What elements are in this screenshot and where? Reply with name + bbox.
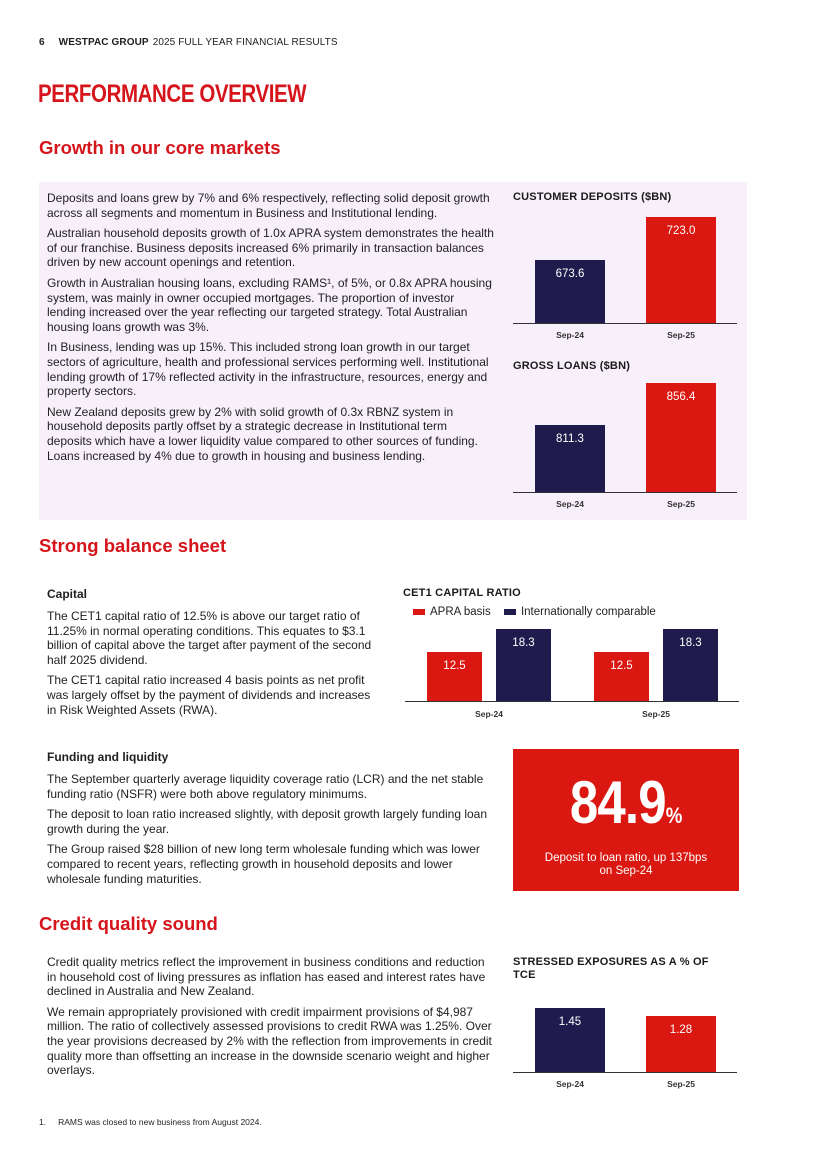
cet1-legend <box>413 606 656 618</box>
bar-value-label: 18.3 <box>512 636 535 649</box>
funding-paragraph: The September quarterly average liquidity coverage ratio (LCR) and the net stable funding ratio (NSFR) were both above regulatory minimums. <box>47 772 484 801</box>
bar-Sep-25 <box>646 1016 716 1072</box>
capital-title: Capital <box>47 587 88 601</box>
x-tick-label: Sep-24 <box>556 499 584 509</box>
callout-description: Deposit to loan ratio, up 137bps on Sep-24 <box>544 852 708 877</box>
footnote-text: RAMS was closed to new business from August 2024. <box>58 1117 262 1127</box>
x-axis <box>513 323 737 324</box>
company-name: WESTPAC GROUP <box>58 37 149 48</box>
bar-Sep-24 <box>535 425 605 492</box>
x-tick-label: Sep-24 <box>475 709 503 719</box>
bar-value-label: 1.28 <box>669 1023 693 1036</box>
credit-paragraph: Credit quality metrics reflect the improvement in business conditions and reduction in household cost of living pressures as inflation has eased and interest rates have declined in Australia and New Zealand. <box>47 955 486 999</box>
funding-paragraph: The Group raised $28 billion of new long term wholesale funding which was lower compared to recent years, reflecting growth in household deposits and lower wholesale funding maturities. <box>47 842 480 886</box>
legend-apra: APRA basis <box>413 606 491 618</box>
bar-apra-Sep-24 <box>427 652 482 701</box>
x-tick-label: Sep-24 <box>556 330 584 340</box>
growth-paragraph: Growth in Australian housing loans, excluding RAMS¹, of 5%, or 0.8x APRA housing system, was mainly in owner occupied mortgages. The proportion of investor lending increased over the year reflecting our targeted strategy. Total Australian housing loans growth was 3%. <box>47 275 492 334</box>
growth-text <box>47 191 495 469</box>
bar-Sep-25 <box>646 217 716 323</box>
footnote-number: 1. <box>39 1117 47 1127</box>
cet1-chart-title: CET1 CAPITAL RATIO <box>403 587 521 599</box>
bar-value-label: 18.3 <box>679 636 702 649</box>
bar-Sep-25 <box>646 383 716 492</box>
funding-title: Funding and liquidity <box>47 750 169 764</box>
funding-paragraph: The deposit to loan ratio increased slightly, with deposit growth largely funding loan growth during the year. <box>47 807 488 836</box>
growth-heading: Growth in our core markets <box>39 137 281 158</box>
legend-swatch-navy <box>504 609 516 615</box>
bar-value-label: 12.5 <box>443 659 466 672</box>
page-number: 6 <box>39 37 45 48</box>
x-tick-label: Sep-25 <box>667 330 695 340</box>
bar-Sep-24 <box>535 260 605 323</box>
x-tick-label: Sep-25 <box>667 499 695 509</box>
capital-paragraph: The CET1 capital ratio of 12.5% is above our target ratio of 11.25% in normal operating conditions. This equates to $3.1 billion of capital above the target after payment of the second half 2025 dividend. <box>47 609 372 667</box>
loans-chart <box>513 374 737 514</box>
x-tick-label: Sep-25 <box>667 1079 695 1089</box>
x-tick-label: Sep-25 <box>642 709 670 719</box>
stressed-chart <box>513 1000 737 1095</box>
credit-text <box>47 955 492 1084</box>
cet1-chart <box>405 622 739 722</box>
deposit-loan-callout <box>513 749 739 891</box>
capital-paragraph: The CET1 capital ratio increased 4 basis points as net profit was largely offset by the payment of dividends and increases in Risk Weighted Assets (RWA). <box>47 673 371 717</box>
x-axis <box>513 492 737 493</box>
bar-value-label: 1.45 <box>558 1016 582 1029</box>
bar-value-label: 811.3 <box>556 433 584 446</box>
bar-international-Sep-24 <box>496 629 551 701</box>
page-header <box>39 37 338 48</box>
footnote <box>39 1117 262 1127</box>
credit-paragraph: We remain appropriately provisioned with credit impairment provisions of $4,987 million. The ratio of collectively assessed provisions to credit RWA was 1.25%. Over the year provisions decreased by 2% with the reflection from improvements in credit quality more than offsetting an increase in the downside scenario weight and higher overlays. <box>47 1004 492 1078</box>
x-axis <box>513 1072 737 1073</box>
callout-value: 84.9% <box>570 769 682 836</box>
page-title: PERFORMANCE OVERVIEW <box>38 80 307 108</box>
growth-paragraph: New Zealand deposits grew by 2% with solid growth of 0.3x RBNZ system in household deposits partly offset by a strategic decrease in Institutional term deposits which have a lower liquidity value compared to other sources of funding. Loans increased by 4% due to growth in housing and business lending. <box>47 404 478 463</box>
report-name: 2025 FULL YEAR FINANCIAL RESULTS <box>152 37 338 48</box>
funding-text <box>47 750 497 892</box>
bar-value-label: 723.0 <box>666 225 696 238</box>
capital-text <box>47 587 377 723</box>
legend-swatch-red <box>413 609 425 615</box>
x-axis <box>405 701 739 702</box>
x-tick-label: Sep-24 <box>556 1079 584 1089</box>
loans-chart-title: GROSS LOANS ($BN) <box>513 360 631 372</box>
growth-paragraph: In Business, lending was up 15%. This included strong loan growth in our target sectors of agriculture, health and professional services performing well. Institutional lending growth of 17% reflected activity in the infrastructure, resources, energy and property sectors. <box>47 340 489 399</box>
bar-apra-Sep-25 <box>594 652 649 701</box>
deposits-chart <box>513 205 737 345</box>
growth-paragraph: Australian household deposits growth of 1.0x APRA system demonstrates the health of our franchise. Business deposits increased 6% primarily in transaction balances driven by new account openings and retention. <box>47 226 494 270</box>
bar-international-Sep-25 <box>663 629 718 701</box>
growth-paragraph: Deposits and loans grew by 7% and 6% respectively, reflecting solid deposit growth across all segments and momentum in Business and Institutional lending. <box>47 191 490 220</box>
stressed-chart-title: STRESSED EXPOSURES AS A % OF TCE <box>513 956 709 981</box>
legend-international: Internationally comparable <box>504 606 656 618</box>
bar-value-label: 856.4 <box>666 391 696 404</box>
balance-heading: Strong balance sheet <box>39 535 227 556</box>
bar-value-label: 673.6 <box>555 267 585 280</box>
bar-value-label: 12.5 <box>610 659 633 672</box>
bar-Sep-24 <box>535 1008 605 1072</box>
credit-heading: Credit quality sound <box>39 913 218 934</box>
deposits-chart-title: CUSTOMER DEPOSITS ($BN) <box>513 191 672 203</box>
